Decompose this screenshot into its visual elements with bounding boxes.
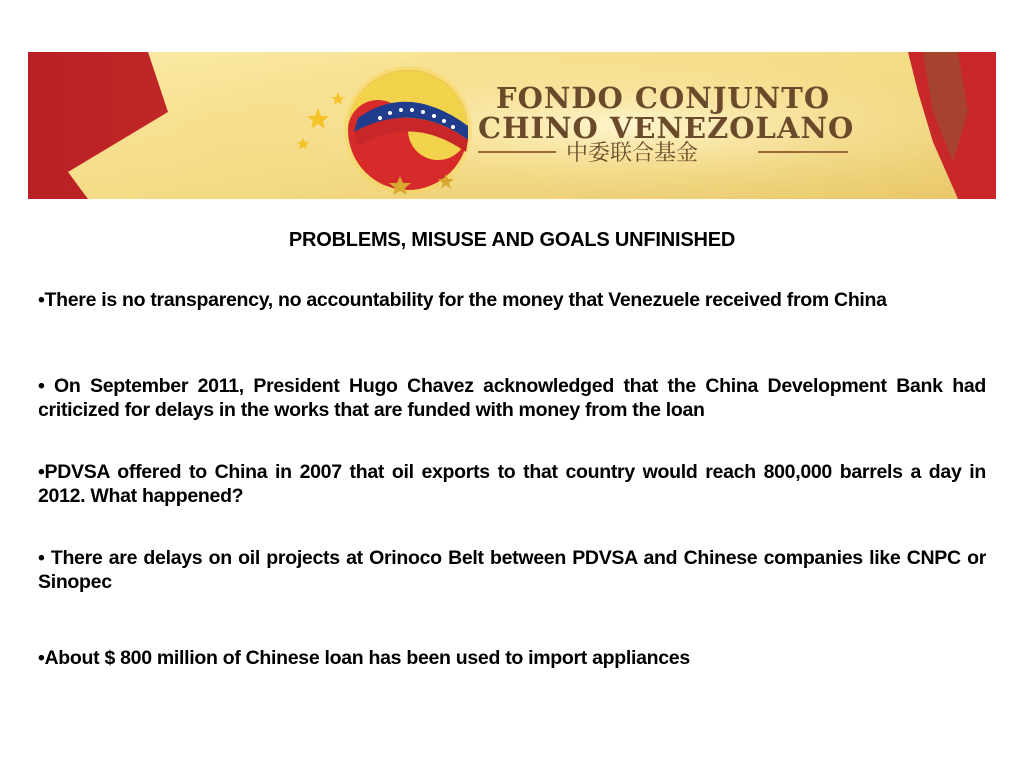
bullet-chavez-acknowledged: • On September 2011, President Hugo Chavez acknowledged that the China Development Bank had criticized for delays in the works that are funded with money from the loan	[38, 375, 986, 421]
bullet-orinoco-delays: • There are delays on oil projects at Orinoco Belt between PDVSA and Chinese companies like CNPC or Sinopec	[38, 547, 986, 593]
fund-banner-image	[28, 52, 996, 199]
slide-title: PROBLEMS, MISUSE AND GOALS UNFINISHED	[288, 229, 736, 251]
bullet-transparency: •There is no transparency, no accountability for the money that Venezuele received from China	[38, 289, 887, 311]
banner-chinese-text: 中委联合基金	[566, 141, 699, 166]
bullet-pdvsa-exports: •PDVSA offered to China in 2007 that oil exports to that country would reach 800,000 barrels a day in 2012. What happened?	[38, 461, 986, 507]
bullet-appliances: •About $ 800 million of Chinese loan has been used to import appliances	[38, 647, 690, 669]
banner-title-line2: CHINO VENEZOLANO	[478, 111, 855, 145]
banner-title-line1: FONDO CONJUNTO	[496, 81, 831, 115]
